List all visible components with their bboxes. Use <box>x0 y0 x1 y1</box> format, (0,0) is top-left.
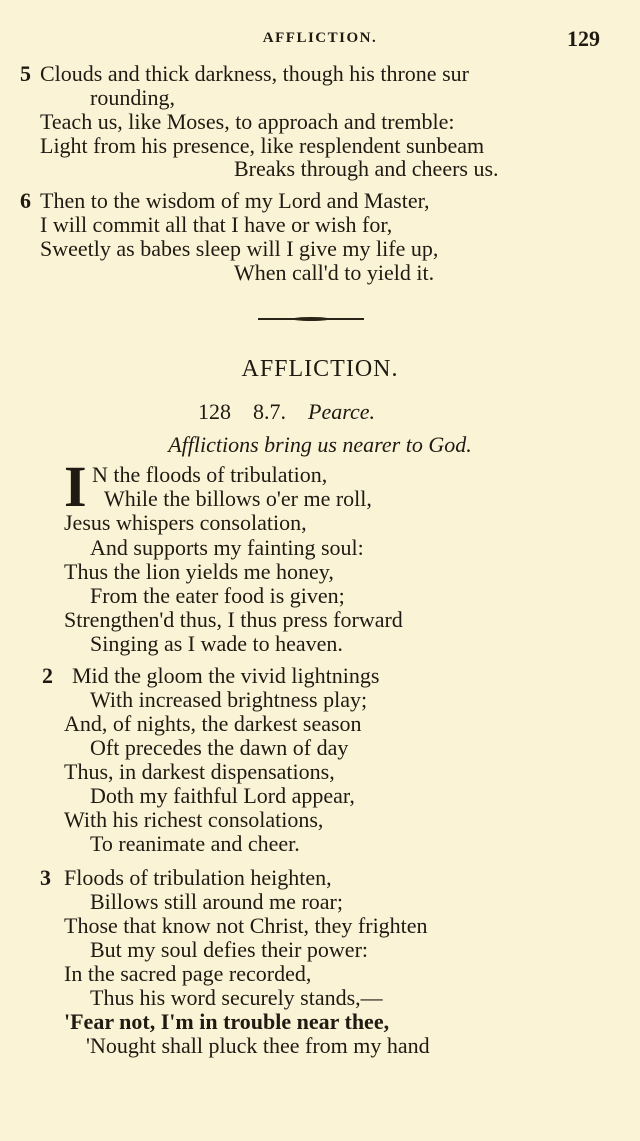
verse-line: Teach us, like Moses, to approach and tremble: <box>40 109 455 134</box>
verse-line: Oft precedes the dawn of day <box>90 735 349 760</box>
hymn-subtitle: Afflictions bring us nearer to God. <box>168 432 472 457</box>
verse-line: 'Fear not, I'm in trouble near thee, <box>64 1009 390 1034</box>
verse-line: Thus, in darkest dispensations, <box>64 759 335 784</box>
hymn-title: AFFLICTION. <box>241 356 399 382</box>
verse-line: Doth my faithful Lord appear, <box>90 783 355 808</box>
verse-line: And, of nights, the darkest season <box>64 711 362 736</box>
verse-line: But my soul defies their power: <box>90 937 369 962</box>
verse-line: 'Nought shall pluck thee from my hand <box>86 1033 430 1058</box>
verse-line: When call'd to yield it. <box>234 260 435 285</box>
verse-line: With increased brightness play; <box>90 687 368 712</box>
verse-line: And supports my fainting soul: <box>90 535 364 560</box>
running-head: AFFLICTION. <box>262 30 378 46</box>
verse-line: In the sacred page recorded, <box>64 961 312 986</box>
verse-line: Light from his presence, like resplendent sunbeam <box>40 133 485 158</box>
hymn-meta <box>198 399 375 425</box>
verse-line: N the floods of tribulation, <box>92 462 328 487</box>
verse-line: To reanimate and cheer. <box>90 831 300 856</box>
drop-cap: I <box>64 454 87 519</box>
verse-line: Breaks through and cheers us. <box>234 156 499 181</box>
verse-line: Floods of tribulation heighten, <box>64 865 332 890</box>
verse-line: With his richest consolations, <box>64 807 324 832</box>
verse-line: Those that know not Christ, they frighten <box>64 913 428 938</box>
verse-line: From the eater food is given; <box>90 583 345 608</box>
verse-line: While the billows o'er me roll, <box>104 486 372 511</box>
verse-line: Clouds and thick darkness, though his throne sur <box>40 61 469 86</box>
hymn-author: Pearce. <box>308 399 375 424</box>
verse-number-3: 3 <box>40 865 51 890</box>
verse-line: Billows still around me roar; <box>90 889 343 914</box>
verse-number-2: 2 <box>42 663 53 688</box>
verse-line: Sweetly as babes sleep will I give my life up, <box>40 236 439 261</box>
page-number: 129 <box>567 26 600 51</box>
verse-line: Singing as I wade to heaven. <box>90 631 343 656</box>
verse-line: Jesus whispers consolation, <box>64 510 307 535</box>
verse-line: Then to the wisdom of my Lord and Master, <box>40 188 430 213</box>
verse-line: Mid the gloom the vivid lightnings <box>72 663 380 688</box>
hymn-number: 128 <box>198 399 231 424</box>
verse-number-6: 6 <box>20 188 31 213</box>
verse-number-5: 5 <box>20 61 31 86</box>
verse-line: I will commit all that I have or wish for, <box>40 212 393 237</box>
ornamental-divider <box>258 317 364 321</box>
verse-line: Thus his word securely stands,— <box>90 985 383 1010</box>
hymn-meter: 8.7. <box>253 399 286 424</box>
verse-line: Thus the lion yields me honey, <box>64 559 334 584</box>
verse-line: Strengthen'd thus, I thus press forward <box>64 607 403 632</box>
verse-line: rounding, <box>90 85 175 110</box>
